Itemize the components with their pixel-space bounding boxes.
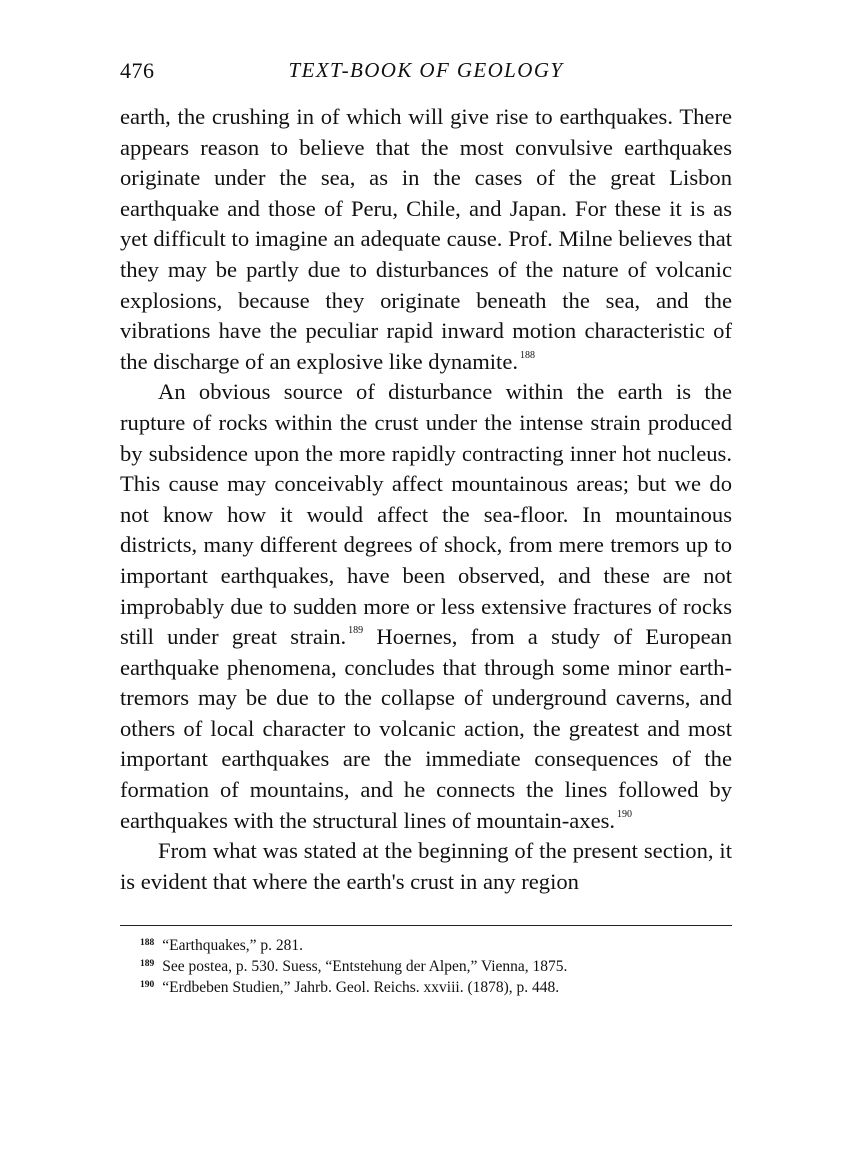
- footnote-number: 189: [140, 959, 155, 970]
- footnote-ref-190: 190: [617, 808, 633, 820]
- footnote-number: 190: [140, 980, 155, 991]
- footnote-text: “Earthquakes,” p. 281.: [162, 937, 303, 955]
- footnote-number: 188: [140, 938, 155, 949]
- body-text: [120, 102, 732, 897]
- paragraph-1: [120, 102, 732, 377]
- footnote-190: [140, 976, 732, 997]
- paragraph-text: Hoernes, from a study of European earthquake phenomena, concludes that through some minor earth-tremors may be due to the collapse of underground caverns, and others of local character to volcanic action, the greatest and most important earthquakes are the immediate consequences of the formation of mountains, and he connects the lines followed by earthquakes with the structural lines of mountain-axes.: [120, 624, 732, 833]
- footnote-divider: [120, 925, 732, 926]
- paragraph-text: An obvious source of disturbance within the earth is the rupture of rocks within the crust under the intense strain produced by subsidence upon the more rapidly contracting inner hot nucleus. This cause may conceivably affect mountainous areas; but we do not know how it would affect the sea-floor. In mountainous districts, many different degrees of shock, from mere tremors up to important earthquakes, have been observed, and these are not improbably due to sudden more or less extensive fractures of rocks still under great strain.: [120, 379, 732, 650]
- paragraph-text: earth, the crushing in of which will give rise to earthquakes. There appears reason to believe that the most convulsive earthquakes originate under the sea, as in the cases of the great Lisbon earthquake and those of Peru, Chile, and Japan. For these it is as yet difficult to imagine an adequate cause. Prof. Milne believes that they may be partly due to disturbances of the nature of volcanic explosions, because they originate beneath the sea, and the vibrations have the peculiar rapid inward motion characteristic of the discharge of an explosive like dynamite.: [120, 104, 732, 374]
- paragraph-2: [120, 377, 732, 836]
- page-number: 476: [120, 58, 155, 83]
- paragraph-text: From what was stated at the beginning of the present section, it is evident that where the earth's crust in any region: [120, 838, 732, 894]
- running-head: [120, 58, 732, 98]
- paragraph-3: [120, 836, 732, 897]
- footnote-text: See postea, p. 530. Suess, “Entstehung der Alpen,” Vienna, 1875.: [162, 958, 568, 976]
- footnote-188: [140, 934, 732, 955]
- footnotes: [120, 934, 732, 997]
- footnote-189: [140, 955, 732, 976]
- footnote-ref-188: 188: [520, 349, 535, 361]
- footnote-ref-189: 189: [348, 625, 364, 637]
- running-title: TEXT-BOOK OF GEOLOGY: [288, 58, 564, 82]
- footnote-text: “Erdbeben Studien,” Jahrb. Geol. Reichs. xxviii. (1878), p. 448.: [162, 979, 560, 997]
